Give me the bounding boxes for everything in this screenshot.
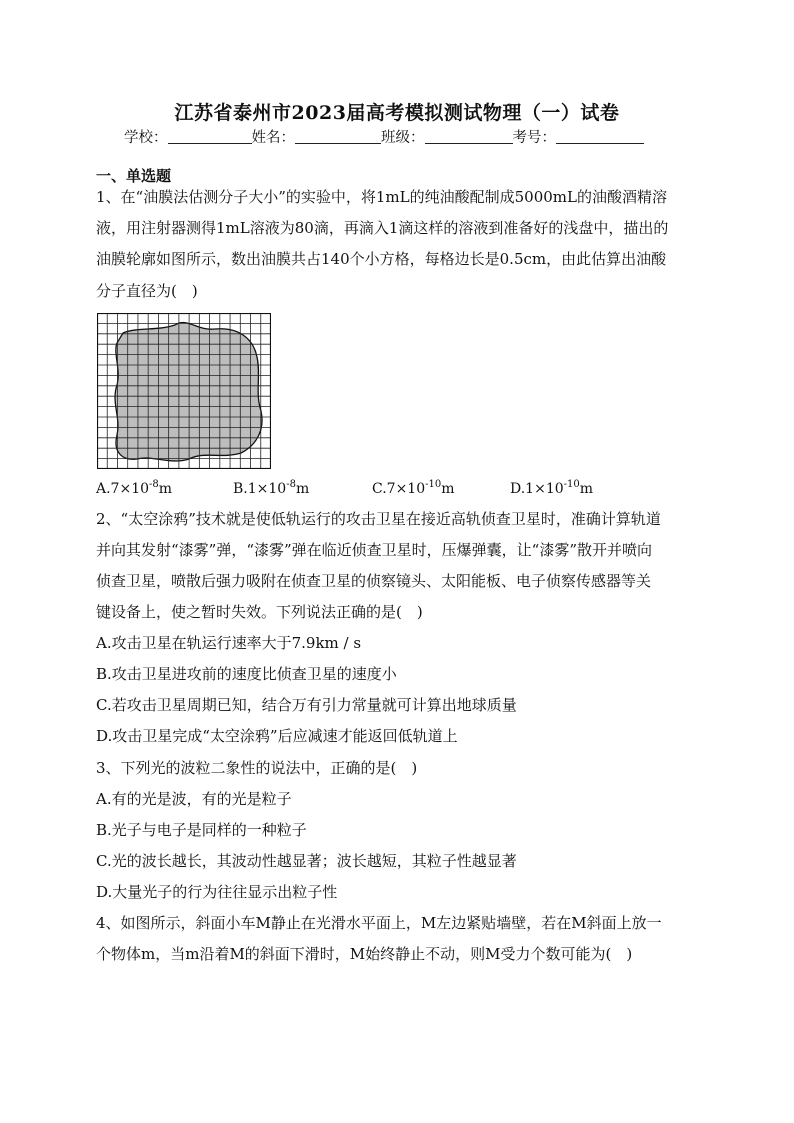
q2-line-2: 并向其发射“漆雾”弹，“漆雾”弹在临近侦查卫星时，压爆弹囊，让“漆雾”散开并喷向 [96, 541, 653, 559]
q2-option-b[interactable]: B.攻击卫星进攻前的速度比侦查卫星的速度小 [96, 665, 397, 683]
q1-line-3: 油膜轮廓如图所示，数出油膜共占140个小方格，每格边长是0.5cm，由此估算出油酸 [96, 250, 667, 268]
exam-number-blank[interactable] [556, 129, 644, 144]
q2-option-c[interactable]: C.若攻击卫星周期已知，结合万有引力常量就可计算出地球质量 [96, 696, 517, 714]
class-label: 班级： [381, 130, 425, 146]
page-title: 江苏省泰州市2023届高考模拟测试物理（一）试卷 [174, 102, 620, 124]
q1-option-c[interactable]: $C.7\times 10^{-10}m$ [372, 479, 455, 497]
q1-line-1: 1、在“油膜法估测分子大小”的实验中，将1mL的纯油酸配制成5000mL的油酸酒精溶 [96, 188, 667, 206]
q2-option-a[interactable]: A.攻击卫星在轨运行速率大于7.9km / s [96, 634, 362, 652]
school-label: 学校： [124, 130, 168, 146]
q2-line-1: 2、“太空涂鸦”技术就是使低轨运行的攻击卫星在接近高轨侦查卫星时，准确计算轨道 [96, 510, 661, 528]
q1-line-2: 液，用注射器测得1mL溶液为80滴，再滴入1滴这样的溶液到准备好的浅盘中，描出的 [96, 219, 669, 237]
q1-option-a[interactable]: $A.7\times 10^{-8}m$ [96, 479, 173, 497]
q1-option-d[interactable]: $D.1\times 10^{-10}m$ [510, 479, 594, 497]
q3-stem: 3、下列光的波粒二象性的说法中，正确的是( ) [96, 759, 418, 777]
name-label: 姓名： [251, 130, 295, 146]
q4-line-2: 个物体m，当m沿着M的斜面下滑时，M始终静止不动，则M受力个数可能为( ) [96, 945, 633, 963]
school-blank[interactable] [168, 129, 252, 144]
oil-film-grid-figure [97, 313, 271, 469]
q1-option-b[interactable]: $B.1\times 10^{-8}m$ [233, 479, 310, 497]
q1-line-4: 分子直径为( ) [96, 282, 198, 300]
q2-line-3: 侦查卫星，喷散后强力吸附在侦查卫星的侦察镜头、太阳能板、电子侦察传感器等关 [96, 572, 652, 590]
q4-line-1: 4、如图所示，斜面小车M静止在光滑水平面上，M左边紧贴墙壁，若在M斜面上放一 [96, 914, 662, 932]
q3-option-c[interactable]: C.光的波长越长，其波动性越显著；波长越短，其粒子性越显著 [96, 852, 517, 870]
section-heading: 一、单选题 [96, 167, 172, 185]
q3-option-b[interactable]: B.光子与电子是同样的一种粒子 [96, 821, 307, 839]
q2-option-d[interactable]: D.攻击卫星完成“太空涂鸦”后应减速才能返回低轨道上 [96, 727, 458, 745]
class-blank[interactable] [425, 129, 513, 144]
q3-option-a[interactable]: A.有的光是波，有的光是粒子 [96, 790, 292, 808]
exam-number-label: 考号： [512, 130, 556, 146]
q2-line-4: 键设备上，使之暂时失效。下列说法正确的是( ) [96, 603, 423, 621]
name-blank[interactable] [295, 129, 381, 144]
q3-option-d[interactable]: D.大量光子的行为往往显示出粒子性 [96, 883, 338, 901]
student-info-line [124, 126, 644, 147]
